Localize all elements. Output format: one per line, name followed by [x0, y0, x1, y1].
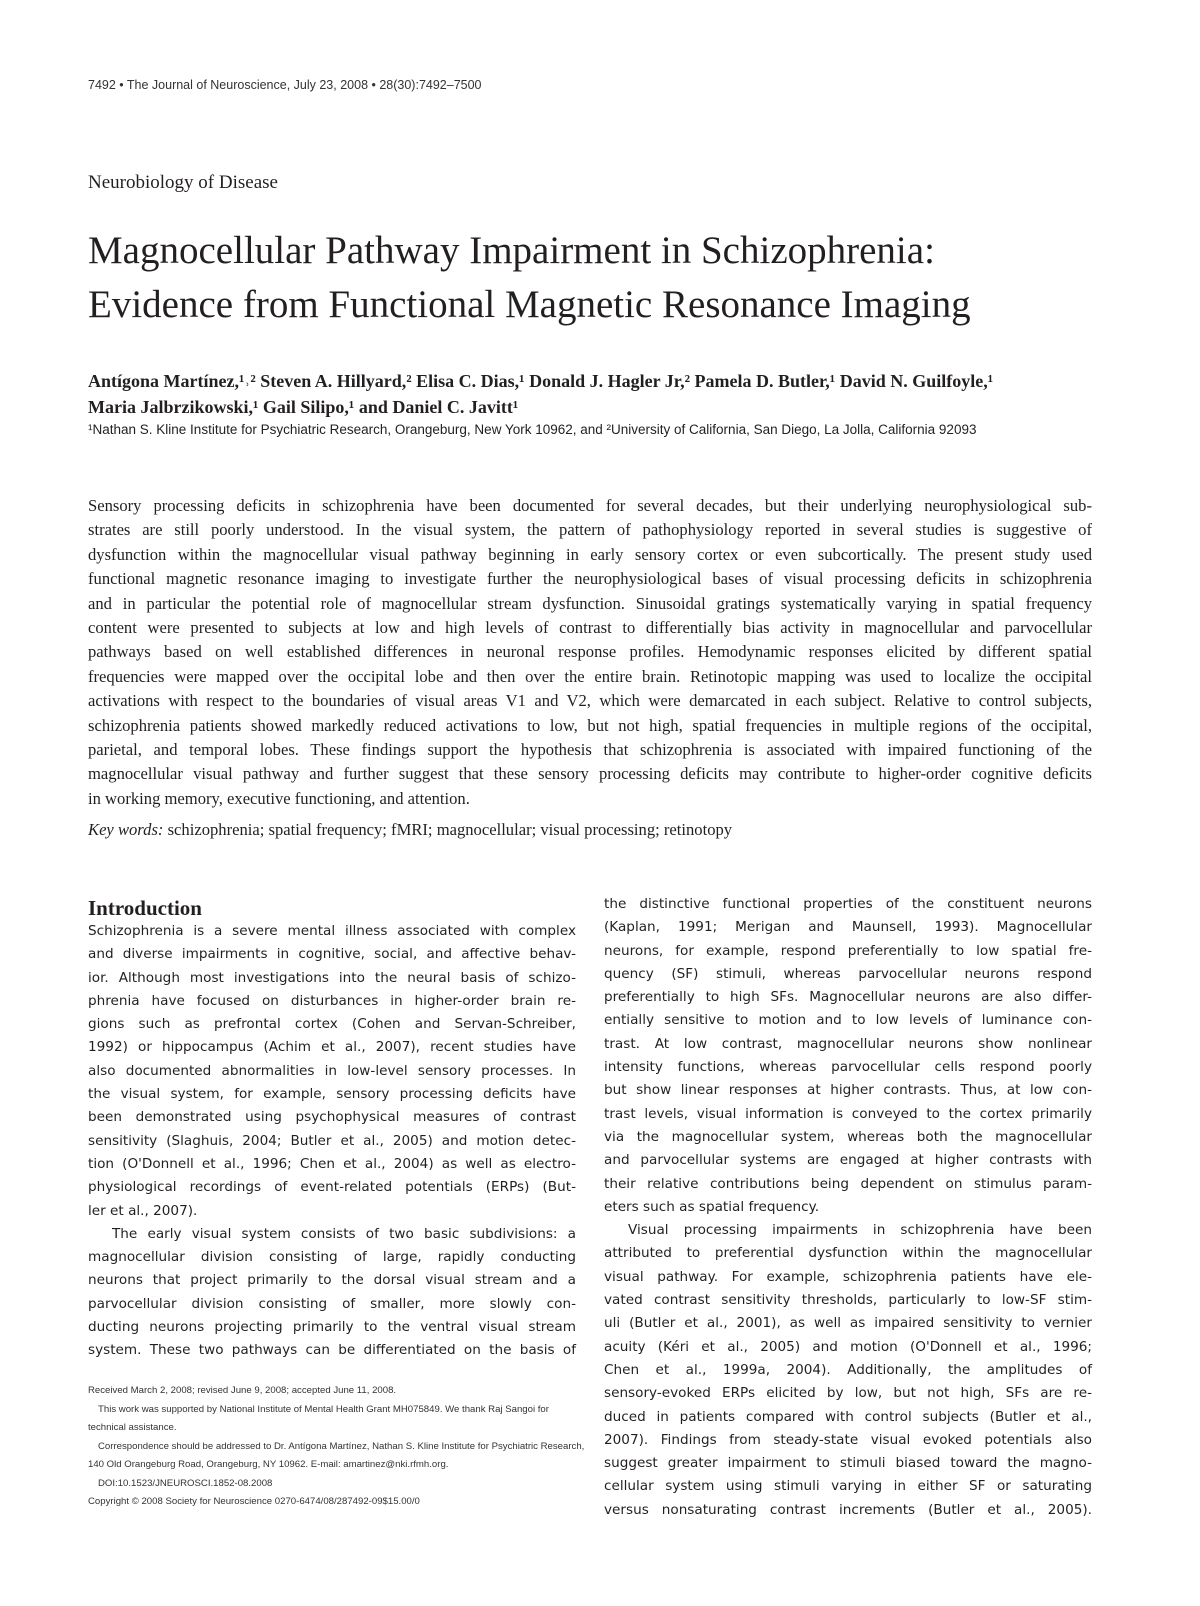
body-line: attributed to preferential dysfunction within the magnocellular	[604, 1245, 1092, 1262]
body-line: the distinctive functional properties of the constituent neurons	[604, 896, 1092, 912]
body-line: 2007). Findings from steady-state visual evoked potentials also	[604, 1431, 1092, 1448]
right-column	[604, 893, 1092, 1522]
body-line: versus nonsaturating contrast increments (Butler et al., 2005).	[604, 1501, 1092, 1518]
body-line: neurons, for example, respond preferentially to low spatial fre-	[604, 942, 1092, 959]
body-line: but show linear responses at higher contrasts. Thus, at low con-	[604, 1082, 1092, 1099]
body-line: uli (Butler et al., 2001), as well as impaired sensitivity to vernier	[604, 1315, 1092, 1332]
body-line: Schizophrenia is a severe mental illness associated with complex	[88, 923, 576, 939]
body-line: their relative contributions being dependent on stimulus param-	[604, 1175, 1092, 1192]
body-line: trast levels, visual information is conveyed to the cortex primarily	[604, 1105, 1092, 1122]
title-line: Evidence from Functional Magnetic Resonance Imaging	[88, 283, 971, 326]
body-line: 1992) or hippocampus (Achim et al., 2007), recent studies have	[88, 1039, 576, 1056]
body-line: phrenia have focused on disturbances in higher-order brain re-	[88, 992, 576, 1009]
abstract-line: magnocellular visual pathway and further suggest that these sensory processing deficits may contribute to higher-order cognitive deficits	[88, 764, 1092, 784]
abstract-line: content were presented to subjects at low and high levels of contrast to differentially bias activity in magnocellular and parvocellular	[88, 618, 1092, 638]
abstract	[88, 494, 1092, 811]
body-line: Visual processing impairments in schizophrenia have been	[628, 1222, 1092, 1239]
body-line: sensory-evoked ERPs elicited by low, but not high, SFs are re-	[604, 1385, 1092, 1402]
body-line: ducting neurons projecting primarily to the ventral visual stream	[88, 1319, 576, 1336]
abstract-line: functional magnetic resonance imaging to investigate further the neurophysiological bases of visual processing deficits in schizophrenia	[88, 569, 1092, 589]
section-label: Neurobiology of Disease	[88, 172, 278, 193]
abstract-line: in working memory, executive functioning, and attention.	[88, 788, 470, 808]
abstract-line: strates are still poorly understood. In the visual system, the pattern of pathophysiology reported in several studies is suggestive of	[88, 520, 1092, 540]
author-list	[88, 368, 1108, 420]
body-line: neurons that project primarily to the dorsal visual stream and a	[88, 1272, 576, 1289]
body-line: cellular system using stimuli varying in either SF or saturating	[604, 1478, 1092, 1495]
abstract-line: schizophrenia patients showed markedly reduced activations to low, but not high, spatial frequencies in multiple regions of the occipital,	[88, 715, 1092, 735]
body-line: vated contrast sensitivity thresholds, particularly to low-SF stim-	[604, 1292, 1092, 1309]
keywords-list: schizophrenia; spatial frequency; fMRI; magnocellular; visual processing; retinotopy	[167, 820, 733, 839]
keywords-label: Key words:	[88, 820, 164, 839]
body-line: Chen et al., 1999a, 2004). Additionally, the amplitudes of	[604, 1361, 1092, 1378]
body-line: suggest greater impairment to stimuli biased toward the magno-	[604, 1455, 1092, 1472]
body-line: system. These two pathways can be differentiated on the basis of	[88, 1342, 576, 1359]
body-line: preferentially to high SFs. Magnocellular neurons are also differ-	[604, 989, 1092, 1006]
footnote-line: 140 Old Orangeburg Road, Orangeburg, NY 10962. E-mail: amartinez@nki.rfmh.org.	[88, 1459, 449, 1470]
body-line: and parvocellular systems are engaged at higher contrasts with	[604, 1152, 1092, 1169]
body-line: ler et al., 2007).	[88, 1202, 198, 1219]
author-line: Maria Jalbrzikowski,¹ Gail Silipo,¹ and Daniel C. Javitt¹	[88, 397, 519, 417]
body-line: the visual system, for example, sensory processing deficits have	[88, 1086, 576, 1103]
running-head: 7492 • The Journal of Neuroscience, July 23, 2008 • 28(30):7492–7500	[88, 78, 482, 92]
body-line: parvocellular division consisting of smaller, more slowly con-	[88, 1295, 576, 1312]
body-line: duced in patients compared with control subjects (Butler et al.,	[604, 1408, 1092, 1425]
abstract-line: parietal, and temporal lobes. These findings support the hypothesis that schizophrenia is associated with impaired functioning of the	[88, 740, 1092, 760]
body-line: been demonstrated using psychophysical measures of contrast	[88, 1109, 576, 1126]
body-line: ior. Although most investigations into the neural basis of schizo-	[88, 969, 576, 986]
body-line: gions such as prefrontal cortex (Cohen and Servan-Schreiber,	[88, 1016, 576, 1033]
body-line: also documented abnormalities in low-level sensory processes. In	[88, 1062, 576, 1079]
body-line: The early visual system consists of two basic subdivisions: a	[112, 1225, 576, 1242]
body-line: acuity (Kéri et al., 2005) and motion (O'Donnell et al., 1996;	[604, 1338, 1092, 1355]
body-line: via the magnocellular system, whereas both the magnocellular	[604, 1128, 1092, 1145]
abstract-line: activations with respect to the boundaries of visual areas V1 and V2, which were demarcated in each subject. Relative to control subjects,	[88, 691, 1092, 711]
footnotes	[88, 1382, 585, 1512]
body-line: and diverse impairments in cognitive, social, and affective behav-	[88, 946, 576, 963]
keywords	[88, 820, 1092, 840]
body-line: eters such as spatial frequency.	[604, 1198, 820, 1215]
author-line: Antígona Martínez,¹˒² Steven A. Hillyard,² Elisa C. Dias,¹ Donald J. Hagler Jr,² Pamela D. Butler,¹ David N. Guilfoyle,¹	[88, 371, 994, 391]
footnote-line: Received March 2, 2008; revised June 9, 2008; accepted June 11, 2008.	[88, 1385, 397, 1396]
body-line: entially sensitive to motion and to low levels of luminance con-	[604, 1012, 1092, 1029]
introduction-heading: Introduction	[88, 896, 202, 920]
body-line: intensity functions, whereas parvocellular cells respond poorly	[604, 1059, 1092, 1076]
footnote-line: Correspondence should be addressed to Dr. Antígona Martínez, Nathan S. Kline Institute for Psychiatric Research,	[98, 1440, 585, 1452]
footnote-line: technical assistance.	[88, 1422, 177, 1433]
left-column	[88, 920, 576, 1363]
body-line: tion (O'Donnell et al., 1996; Chen et al., 2004) as well as electro-	[88, 1155, 576, 1172]
abstract-line: frequencies were mapped over the occipital lobe and then over the entire brain. Retinotopic mapping was used to localize the occipital	[88, 666, 1092, 686]
abstract-line: and in particular the potential role of magnocellular stream dysfunction. Sinusoidal gratings systematically varying in spatial frequency	[88, 593, 1092, 613]
title-line: Magnocellular Pathway Impairment in Schizophrenia:	[88, 229, 935, 272]
footnote-line: Copyright © 2008 Society for Neuroscience 0270-6474/08/287492-09$15.00/0	[88, 1496, 420, 1507]
body-line: visual pathway. For example, schizophrenia patients have ele-	[604, 1268, 1092, 1285]
paper-title	[88, 224, 1128, 332]
abstract-line: pathways based on well established differences in neuronal response profiles. Hemodynamic responses elicited by different spatial	[88, 642, 1092, 662]
body-line: physiological recordings of event-related potentials (ERPs) (But-	[88, 1179, 576, 1196]
abstract-line: dysfunction within the magnocellular visual pathway beginning in early sensory cortex or even subcortically. The present study used	[88, 544, 1092, 564]
body-line: trast. At low contrast, magnocellular neurons show nonlinear	[604, 1035, 1092, 1052]
body-line: sensitivity (Slaghuis, 2004; Butler et al., 2005) and motion detec-	[88, 1132, 576, 1149]
affiliation: ¹Nathan S. Kline Institute for Psychiatric Research, Orangeburg, New York 10962, and ²University of California, San Diego, La Jolla, California 92093	[88, 422, 977, 437]
body-line: magnocellular division consisting of large, rapidly conducting	[88, 1249, 576, 1266]
abstract-line: Sensory processing deficits in schizophrenia have been documented for several decades, but their underlying neurophysiological sub-	[88, 496, 1092, 515]
body-line: (Kaplan, 1991; Merigan and Maunsell, 1993). Magnocellular	[604, 919, 1092, 936]
body-line: quency (SF) stimuli, whereas parvocellular neurons respond	[604, 965, 1092, 982]
footnote-line: This work was supported by National Institute of Mental Health Grant MH075849. We thank Raj Sangoi for	[98, 1403, 549, 1415]
footnote-line: DOI:10.1523/JNEUROSCI.1852-08.2008	[98, 1477, 273, 1489]
